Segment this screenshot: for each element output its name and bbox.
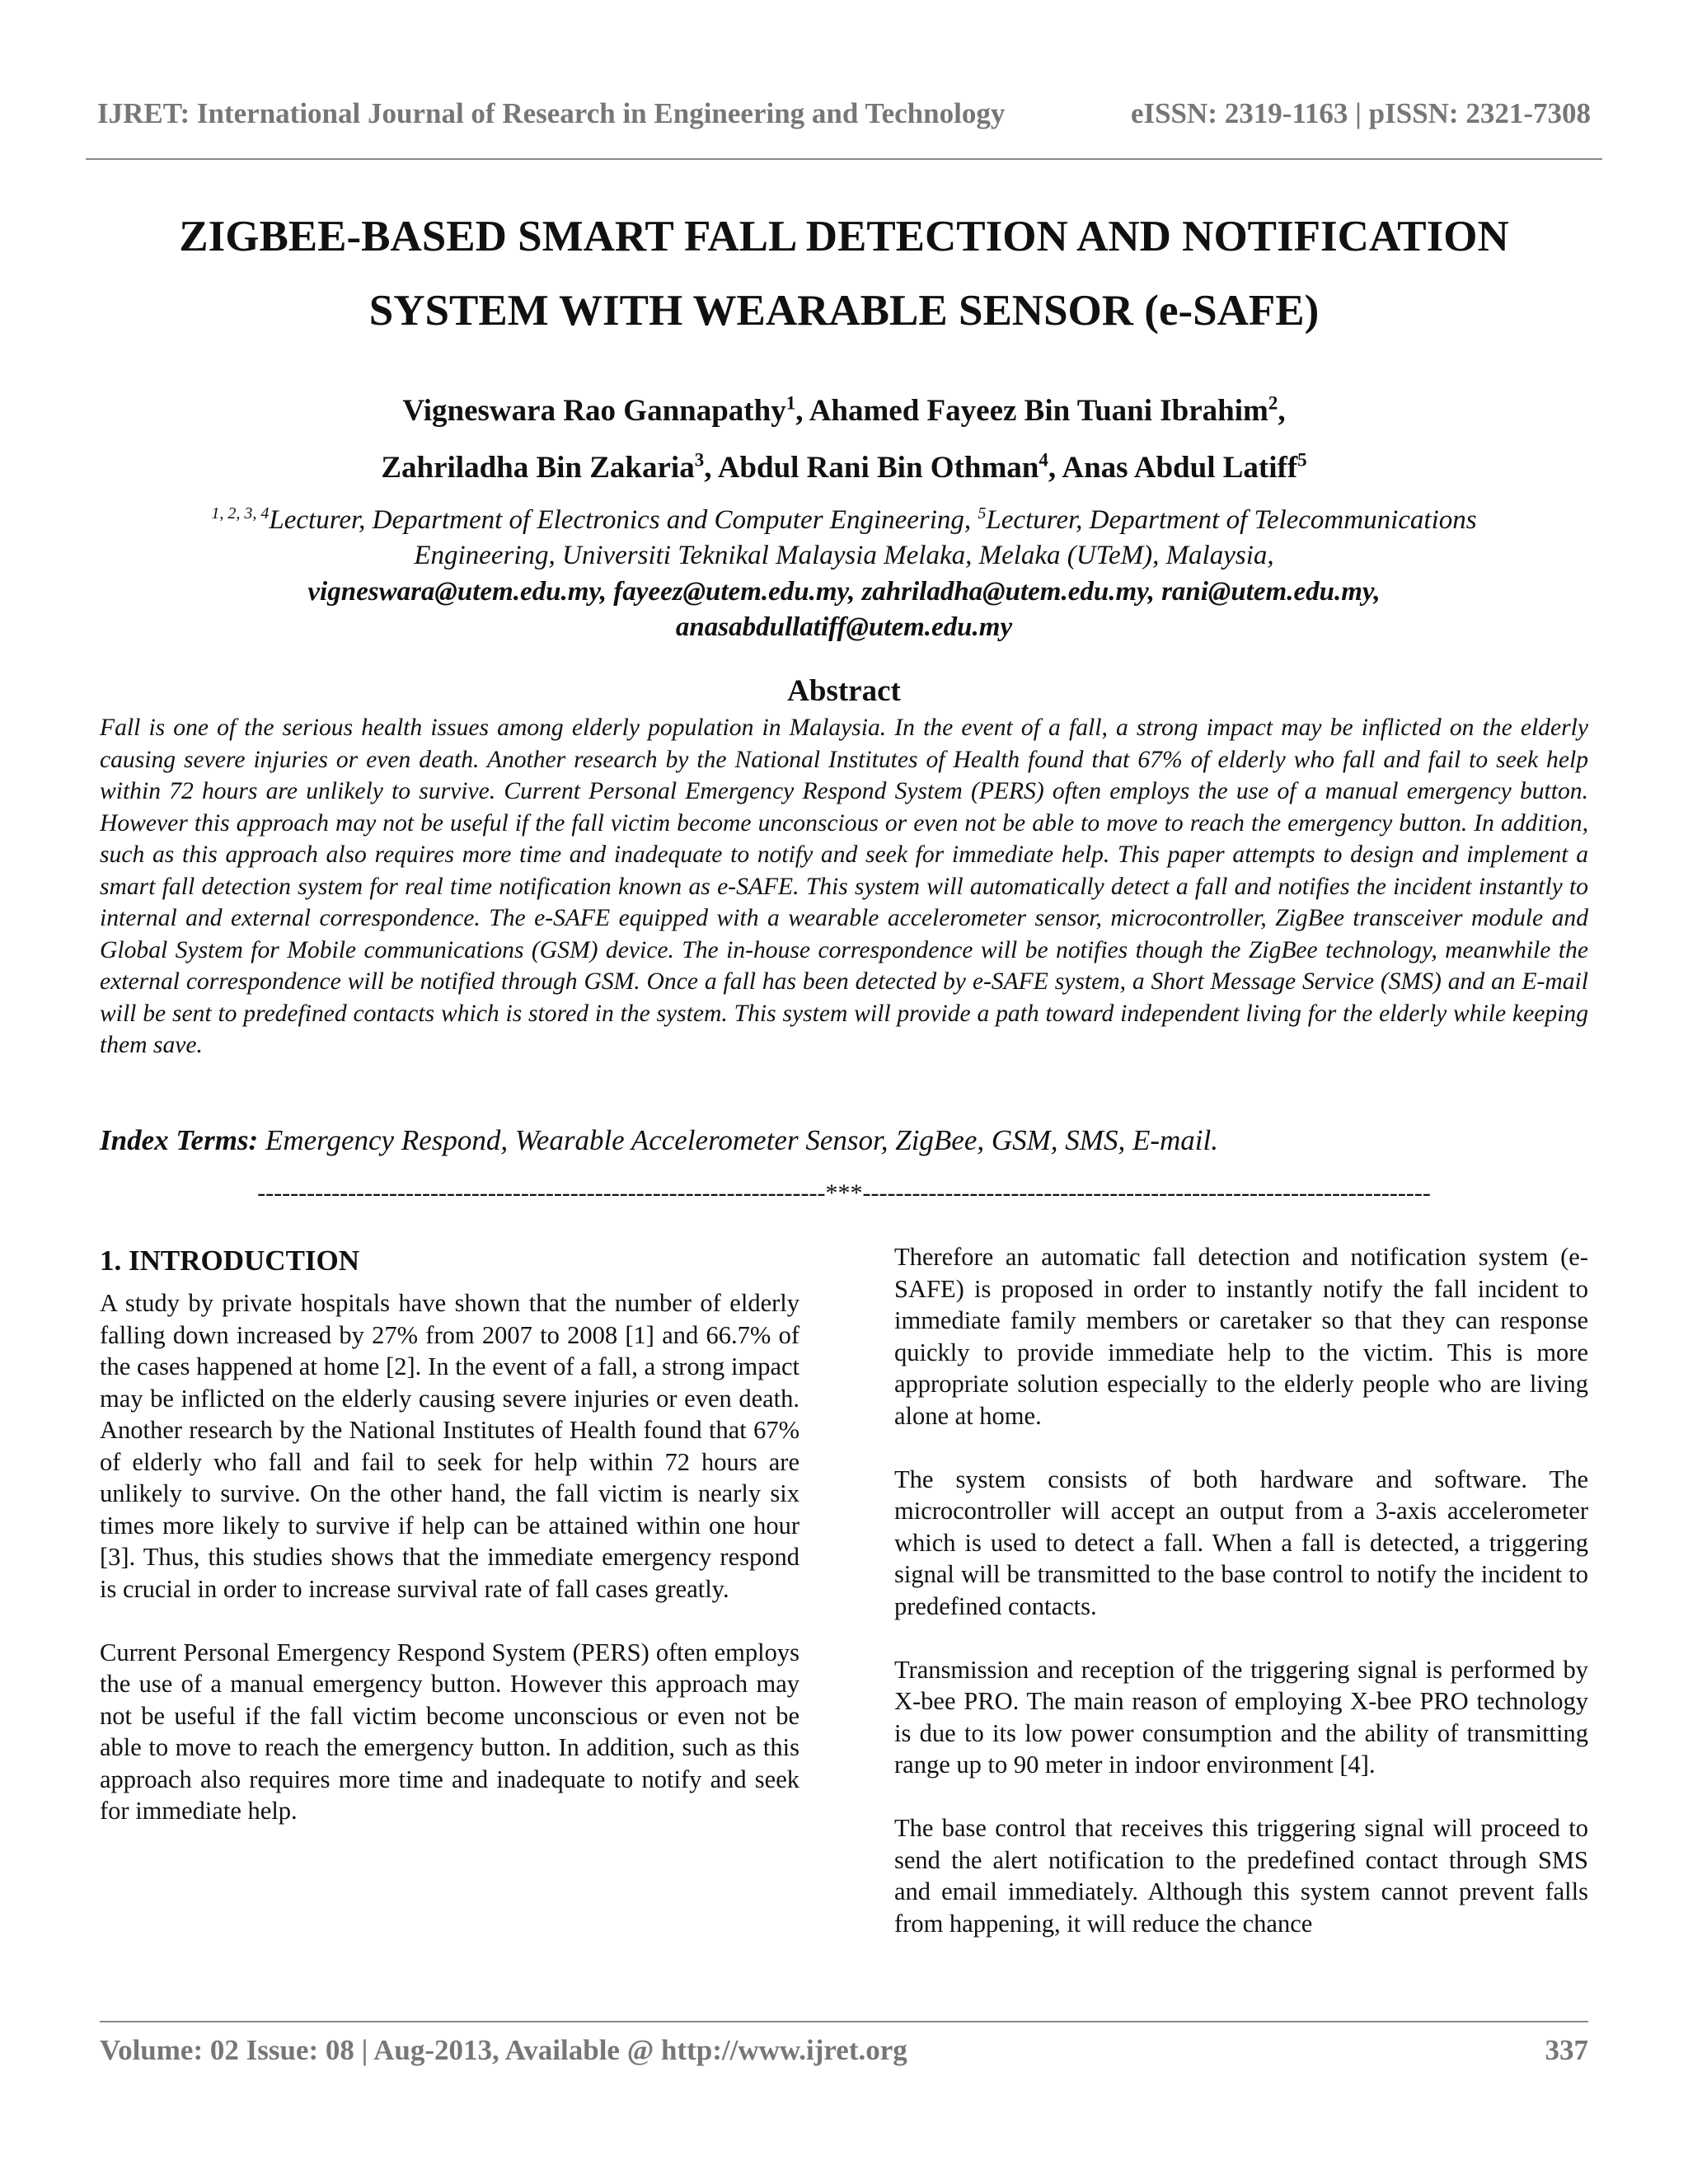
section-heading: 1. INTRODUCTION (100, 1244, 360, 1277)
author-superscript: 2 (1268, 392, 1278, 414)
paragraph: Transmission and reception of the triggering signal is performed by X-bee PRO. The main reason of employing X-bee PRO technology is due to its low power consumption and the ability of transmitting range up to 90 meter in indoor environment [4]. (894, 1655, 1588, 1779)
author-name: Abdul Rani Bin Othman (717, 451, 1039, 485)
author-name: Anas Abdul Latiff (1062, 451, 1298, 485)
affiliation-superscript: 5 (978, 504, 987, 523)
index-terms-text: Emergency Respond, Wearable Accelerometer Sensor, ZigBee, GSM, SMS, E-mail. (265, 1124, 1218, 1156)
affiliation-line-2: Engineering, Universiti Teknikal Malaysia Melaka, Melaka (UTeM), Malaysia, (414, 541, 1274, 570)
title-line-2: SYSTEM WITH WEARABLE SENSOR (e-SAFE) (368, 287, 1320, 335)
author-superscript: 1 (785, 392, 796, 414)
paragraph: A study by private hospitals have shown that the number of elderly falling down increased by 27% from 2007 to 2008 [1] and 66.7% of the cases happened at home [2]. In the event of a fall, a strong impact may be inflicted on the elderly causing severe injuries or even death. Another research by the National Institutes of Health found that 67% of elderly who fall and fail to seek for help within 72 hours are unlikely to survive. On the other hand, the fall victim is nearly six times more likely to survive if help can be attained within one hour [3]. Thus, this studies shows that the immediate emergency respond is crucial in order to increase survival rate of fall cases greatly. (100, 1289, 799, 1603)
affiliation-text: Lecturer, Department of Telecommunications (986, 505, 1477, 535)
abstract-heading: Abstract (787, 674, 901, 708)
author-superscript: 4 (1039, 449, 1048, 471)
author-name: Ahamed Fayeez Bin Tuani Ibrahim (809, 394, 1268, 428)
section-separator: ---------------------------------------------------------------------***--------------------------------------------------------------------- (257, 1179, 1431, 1207)
footer-divider (100, 2021, 1588, 2022)
issn-info: eISSN: 2319-1163 | pISSN: 2321-7308 (1130, 97, 1591, 129)
index-terms (100, 1122, 1588, 1159)
email-line-2: anasabdullatiff@utem.edu.my (675, 612, 1013, 642)
author-superscript: 5 (1297, 449, 1307, 471)
right-column (894, 1241, 1588, 1971)
volume-info: Volume: 02 Issue: 08 | Aug-2013, Available @ http://www.ijret.org (100, 2034, 907, 2066)
author-emails (86, 574, 1602, 645)
author-list: Vigneswara Rao Gannapathy$^1$, Ahamed Fayeez Bin Tuani Ibrahim$^2$, Zahriladha Bin Zakaria$^3$, Abdul Rani Bin Othman$^4$, Anas Abdul Latiff$^5$ (381, 392, 1307, 485)
left-column (100, 1241, 799, 1858)
paragraph: Therefore an automatic fall detection and notification system (e-SAFE) is proposed in order to instantly notify the fall incident to immediate family members or caretaker so that they can response quickly to provide immediate help to the victim. This is more appropriate solution especially to the elderly people who are living alone at home. (894, 1243, 1588, 1430)
paper-title (86, 199, 1602, 348)
author-name: Zahriladha Bin Zakaria (381, 451, 695, 485)
affiliation-text: Lecturer, Department of Electronics and Computer Engineering, (269, 505, 978, 535)
page-number: 337 (1545, 2034, 1588, 2066)
author-superscript: 3 (694, 449, 705, 471)
header-divider (86, 158, 1602, 160)
email-line-1: vigneswara@utem.edu.my, fayeez@utem.edu.my, zahriladha@utem.edu.my, rani@utem.edu.my, (307, 577, 1381, 607)
author-name: Vigneswara Rao Gannapathy (402, 394, 786, 428)
journal-name: IJRET: International Journal of Research in Engineering and Technology (97, 97, 1006, 129)
paragraph: The system consists of both hardware and software. The microcontroller will accept an output from a 3-axis accelerometer which is used to detect a fall. When a fall is detected, a triggering signal will be transmitted to the base control to notify the incident to predefined contacts. (894, 1465, 1588, 1620)
paragraph: The base control that receives this triggering signal will proceed to send the alert notification to the predefined contact through SMS and email immediately. Although this system cannot prevent falls from happening, it will reduce the chance (894, 1814, 1588, 1938)
index-terms-label: Index Terms: (100, 1124, 259, 1156)
affiliation (86, 503, 1602, 574)
title-line-1: ZIGBEE-BASED SMART FALL DETECTION AND NOTIFICATION (179, 213, 1509, 260)
abstract-text: Fall is one of the serious health issues among elderly population in Malaysia. In the event of a fall, a strong impact may be inflicted on the elderly causing severe injuries or even death. Another research by the National Institutes of Health found that 67% of elderly who fall and fail to seek help within 72 hours are unlikely to survive. Current Personal Emergency Respond System (PERS) often employs the use of a manual emergency button. However this approach may not be useful if the fall victim become unconscious or even not be able to move to reach the emergency button. In addition, such as this approach also requires more time and inadequate to notify and seek for immediate help. This paper attempts to design and implement a smart fall detection system for real time notification known as e-SAFE. This system will automatically detect a fall and notifies the incident instantly to internal and external correspondence. The e-SAFE equipped with a wearable accelerometer sensor, microcontroller, ZigBee transceiver module and Global System for Mobile communications (GSM) device. The in-house correspondence will be notifies though the ZigBee technology, meanwhile the external correspondence will be notified through GSM. Once a fall has been detected by e-SAFE system, a Short Message Service (SMS) and an E-mail will be sent to predefined contacts which is stored in the system. This system will provide a path toward independent living for the elderly while keeping them save. (100, 715, 1588, 1058)
paragraph: Current Personal Emergency Respond System (PERS) often employs the use of a manual emergency button. However this approach may not be useful if the fall victim become unconscious or even not be able to move to reach the emergency button. In addition, such as this approach also requires more time and inadequate to notify and seek for immediate help. (100, 1638, 799, 1825)
affiliation-superscript: 1, 2, 3, 4 (211, 504, 270, 523)
